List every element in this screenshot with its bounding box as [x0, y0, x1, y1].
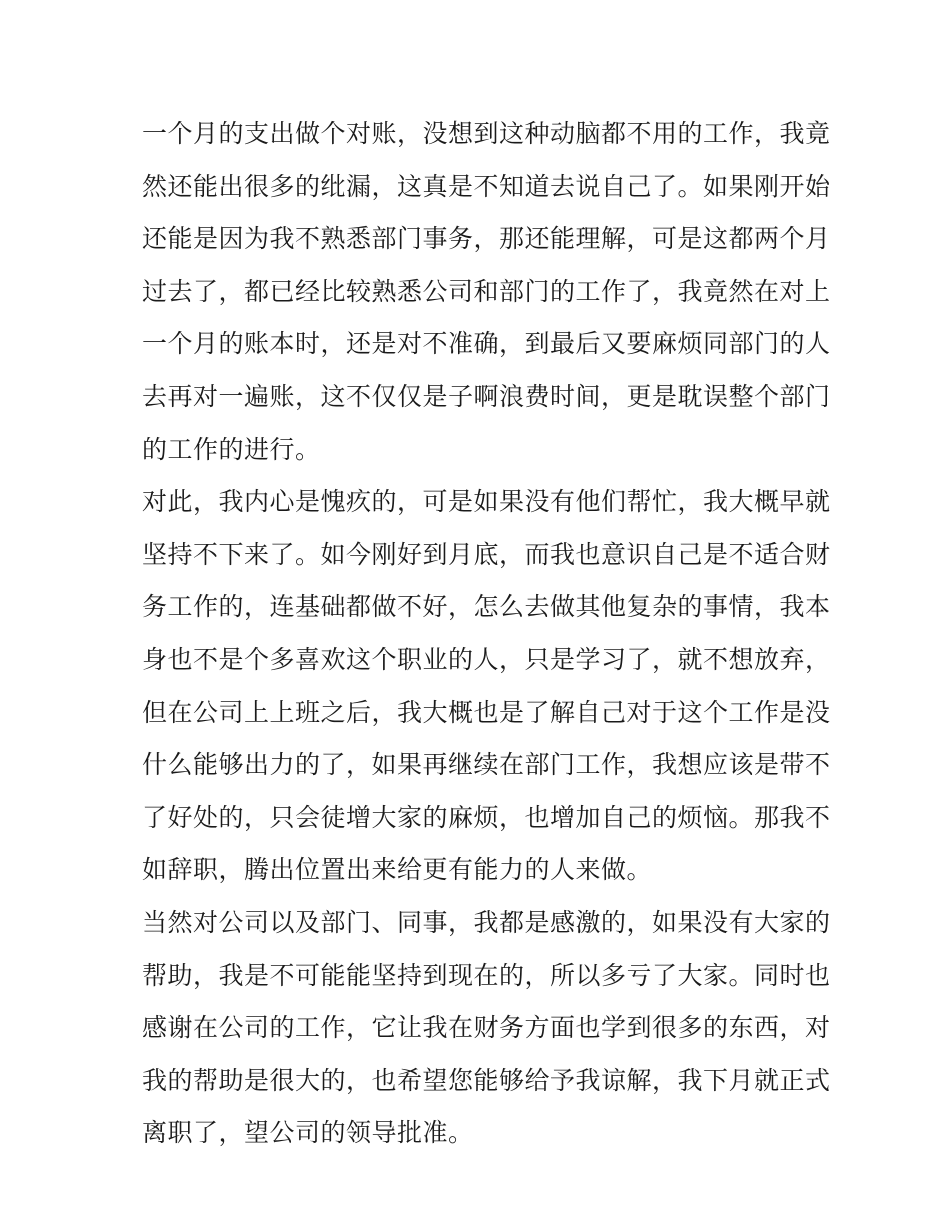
- text-line: 当然对公司以及部门、同事，我都是感激的，如果没有大家的: [142, 907, 831, 937]
- text-line: 务工作的，连基础都做不好，怎么去做其他复杂的事情，我本: [142, 592, 831, 622]
- text-line: 的工作的进行。: [142, 434, 321, 464]
- text-line: 感谢在公司的工作，它让我在财务方面也学到很多的东西，对: [142, 1013, 831, 1043]
- text-line: 坚持不下来了。如今刚好到月底，而我也意识自己是不适合财: [142, 539, 831, 569]
- text-line: 身也不是个多喜欢这个职业的人，只是学习了，就不想放弃，: [142, 644, 831, 674]
- text-line: 帮助，我是不可能能坚持到现在的，所以多亏了大家。同时也: [142, 960, 831, 990]
- text-line: 离职了，望公司的领导批准。: [142, 1118, 474, 1148]
- text-line: 如辞职，腾出位置出来给更有能力的人来做。: [142, 855, 653, 885]
- text-line: 对此，我内心是愧疚的，可是如果没有他们帮忙，我大概早就: [142, 487, 831, 517]
- text-line: 然还能出很多的纰漏，这真是不知道去说自己了。如果刚开始: [142, 171, 831, 201]
- text-line: 我的帮助是很大的，也希望您能够给予我谅解，我下月就正式: [142, 1065, 831, 1095]
- text-line: 一个月的支出做个对账，没想到这种动脑都不用的工作，我竟: [142, 119, 831, 148]
- body-text: [142, 108, 831, 1160]
- text-line: 一个月的账本时，还是对不准确，到最后又要麻烦同部门的人: [142, 329, 831, 359]
- text-line: 了好处的，只会徒增大家的麻烦，也增加自己的烦恼。那我不: [142, 802, 831, 832]
- text-line: 过去了，都已经比较熟悉公司和部门的工作了，我竟然在对上: [142, 276, 831, 306]
- text-line: 但在公司上上班之后，我大概也是了解自己对于这个工作是没: [142, 697, 831, 727]
- text-line: 什么能够出力的了，如果再继续在部门工作，我想应该是带不: [142, 750, 831, 780]
- text-line: 还能是因为我不熟悉部门事务，那还能理解，可是这都两个月: [142, 224, 831, 254]
- text-line: 去再对一遍账，这不仅仅是子啊浪费时间，更是耽误整个部门: [142, 381, 831, 411]
